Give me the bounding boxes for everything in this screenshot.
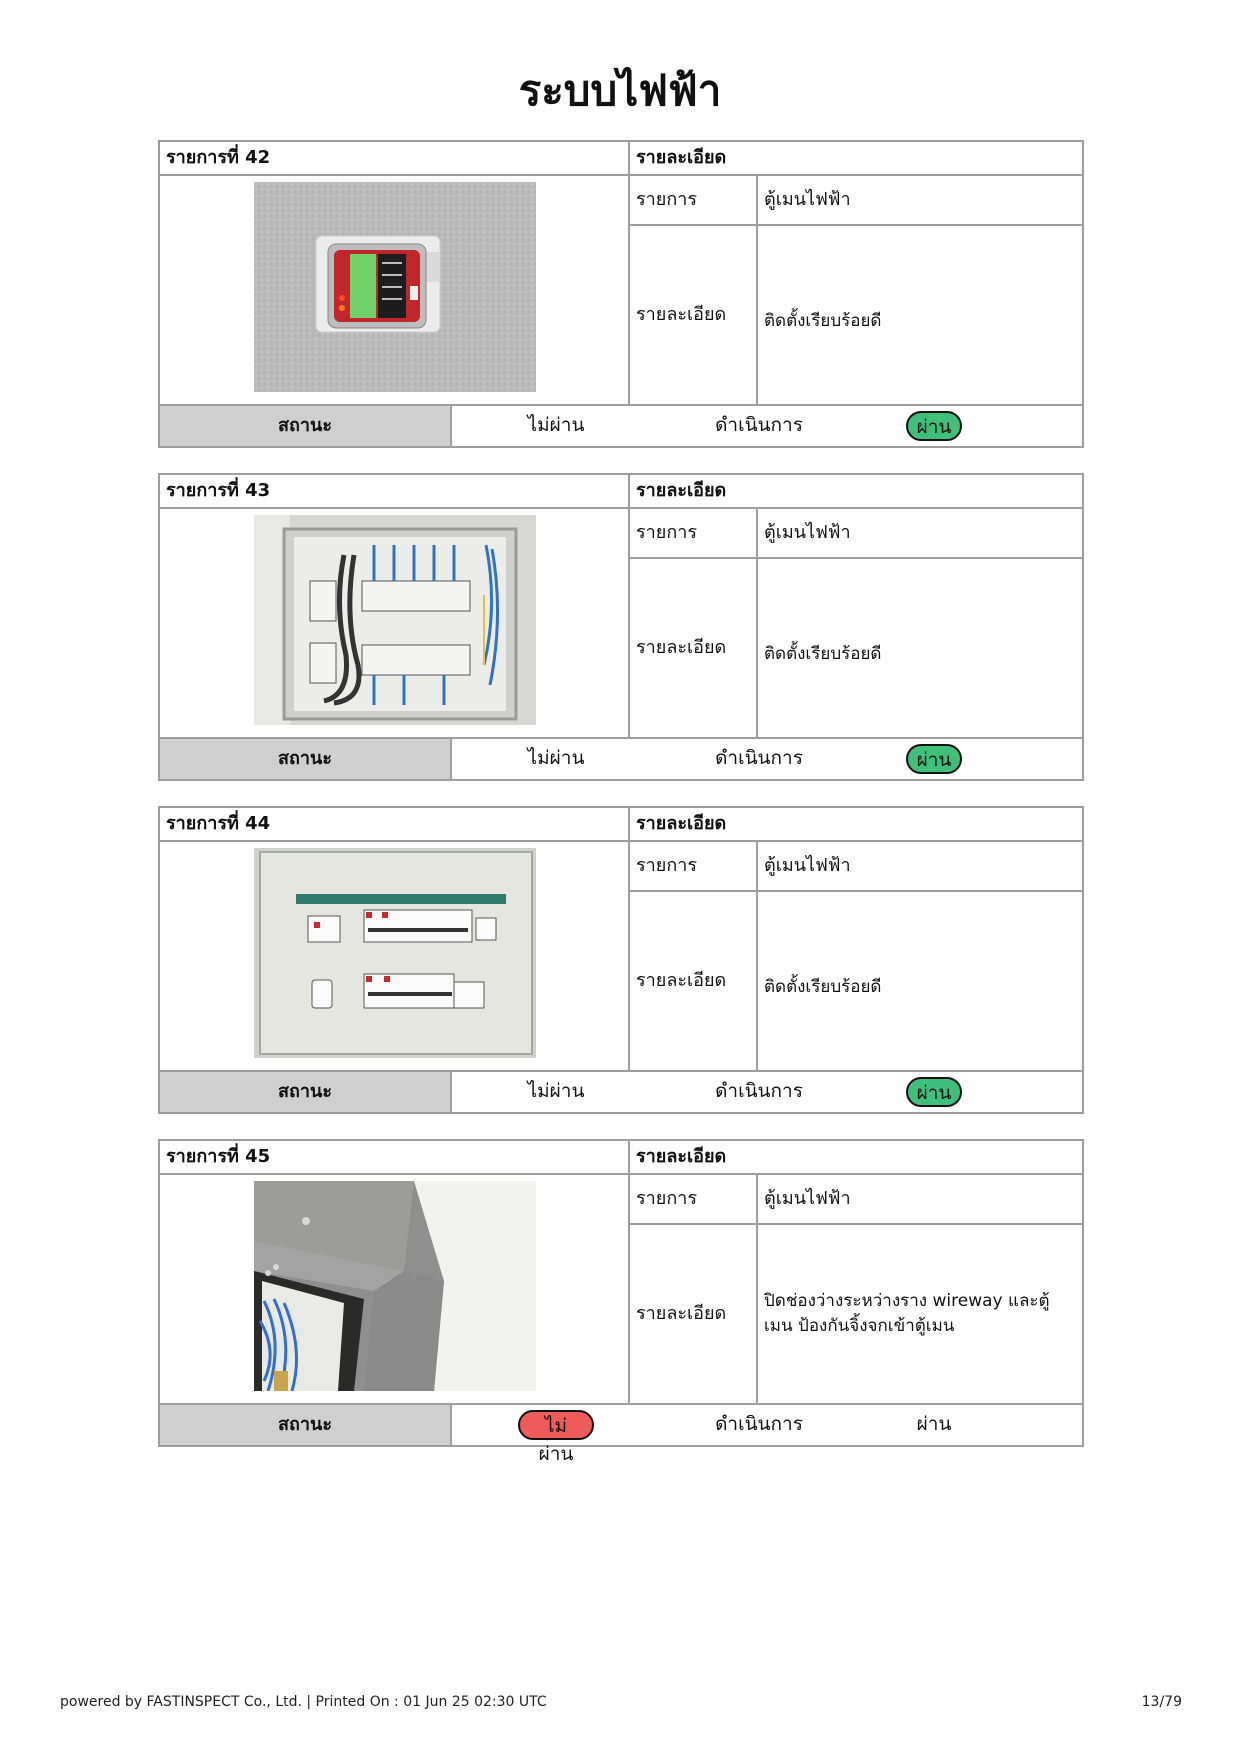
status-option-pass[interactable]: ผ่าน: [906, 1077, 962, 1107]
photo-cell: [160, 509, 630, 737]
status-option-in-progress[interactable]: ดำเนินการ: [715, 747, 803, 769]
detail-value: [758, 892, 1082, 1070]
inspection-card-43: [158, 473, 1084, 781]
item-value: ตู้เมนไฟฟ้า: [758, 176, 1082, 226]
detail-header: รายละเอียด: [630, 1141, 1082, 1175]
detail-value: [758, 1225, 1082, 1403]
status-option-in-progress[interactable]: ดำเนินการ: [715, 1413, 803, 1435]
status-label: สถานะ: [160, 1072, 452, 1112]
status-option-in-progress[interactable]: ดำเนินการ: [715, 414, 803, 436]
item-value: ตู้เมนไฟฟ้า: [758, 842, 1082, 892]
inspection-card-45: [158, 1139, 1084, 1465]
item-label: รายการ: [630, 509, 758, 559]
item-label: รายการ: [630, 842, 758, 892]
status-row: [160, 404, 1082, 446]
item-value: ตู้เมนไฟฟ้า: [758, 1175, 1082, 1225]
item-number: รายการที่ 44: [160, 808, 630, 842]
status-row: [160, 1403, 1082, 1465]
inspection-card-44: [158, 806, 1084, 1114]
detail-text: ปิดช่องว่างระหว่างราง wireway และตู้เมน ป้องกันจิ้งจกเข้าตู้เมน: [764, 1291, 1050, 1336]
item-number: รายการที่ 43: [160, 475, 630, 509]
item-number: รายการที่ 42: [160, 142, 630, 176]
open-breaker-panel-photo: [254, 515, 536, 725]
status-option-fail[interactable]: ไม่ผ่าน: [527, 1080, 585, 1102]
photo-cell: [160, 1175, 630, 1403]
detail-value: [758, 226, 1082, 404]
detail-label: รายละเอียด: [630, 1225, 758, 1403]
detail-text: ติดตั้งเรียบร้อยดี: [764, 976, 882, 997]
detail-text: ติดตั้งเรียบร้อยดี: [764, 643, 882, 664]
item-label: รายการ: [630, 176, 758, 226]
page-title: ระบบไฟฟ้า: [518, 66, 722, 115]
detail-value: [758, 559, 1082, 737]
detail-header: รายละเอียด: [630, 808, 1082, 842]
status-label: สถานะ: [160, 406, 452, 446]
status-option-fail[interactable]: ไม่ผ่าน: [518, 1410, 594, 1440]
photo-cell: [160, 842, 630, 1070]
item-label: รายการ: [630, 1175, 758, 1225]
status-label: สถานะ: [160, 739, 452, 779]
status-option-in-progress[interactable]: ดำเนินการ: [715, 1080, 803, 1102]
status-option-fail[interactable]: ไม่ผ่าน: [527, 747, 585, 769]
footer-powered-by: powered by FASTINSPECT Co., Ltd. | Printed On : 01 Jun 25 02:30 UTC: [60, 1694, 547, 1710]
item-value: ตู้เมนไฟฟ้า: [758, 509, 1082, 559]
status-option-fail[interactable]: ไม่ผ่าน: [527, 414, 585, 436]
detail-header: รายละเอียด: [630, 475, 1082, 509]
status-row: [160, 1070, 1082, 1112]
status-row: [160, 737, 1082, 779]
status-option-pass[interactable]: ผ่าน: [916, 1413, 952, 1435]
detail-label: รายละเอียด: [630, 559, 758, 737]
item-number: รายการที่ 45: [160, 1141, 630, 1175]
footer-page-number: 13/79: [1141, 1694, 1182, 1710]
electric-meter-photo: [254, 182, 536, 392]
detail-label: รายละเอียด: [630, 226, 758, 404]
detail-label: รายละเอียด: [630, 892, 758, 1070]
detail-text: ติดตั้งเรียบร้อยดี: [764, 310, 882, 331]
status-option-pass[interactable]: ผ่าน: [906, 744, 962, 774]
status-label: สถานะ: [160, 1405, 452, 1445]
wireway-gap-photo: [254, 1181, 536, 1391]
photo-cell: [160, 176, 630, 404]
detail-header: รายละเอียด: [630, 142, 1082, 176]
status-option-pass[interactable]: ผ่าน: [906, 411, 962, 441]
inspection-card-42: [158, 140, 1084, 448]
closed-breaker-panel-photo: [254, 848, 536, 1058]
